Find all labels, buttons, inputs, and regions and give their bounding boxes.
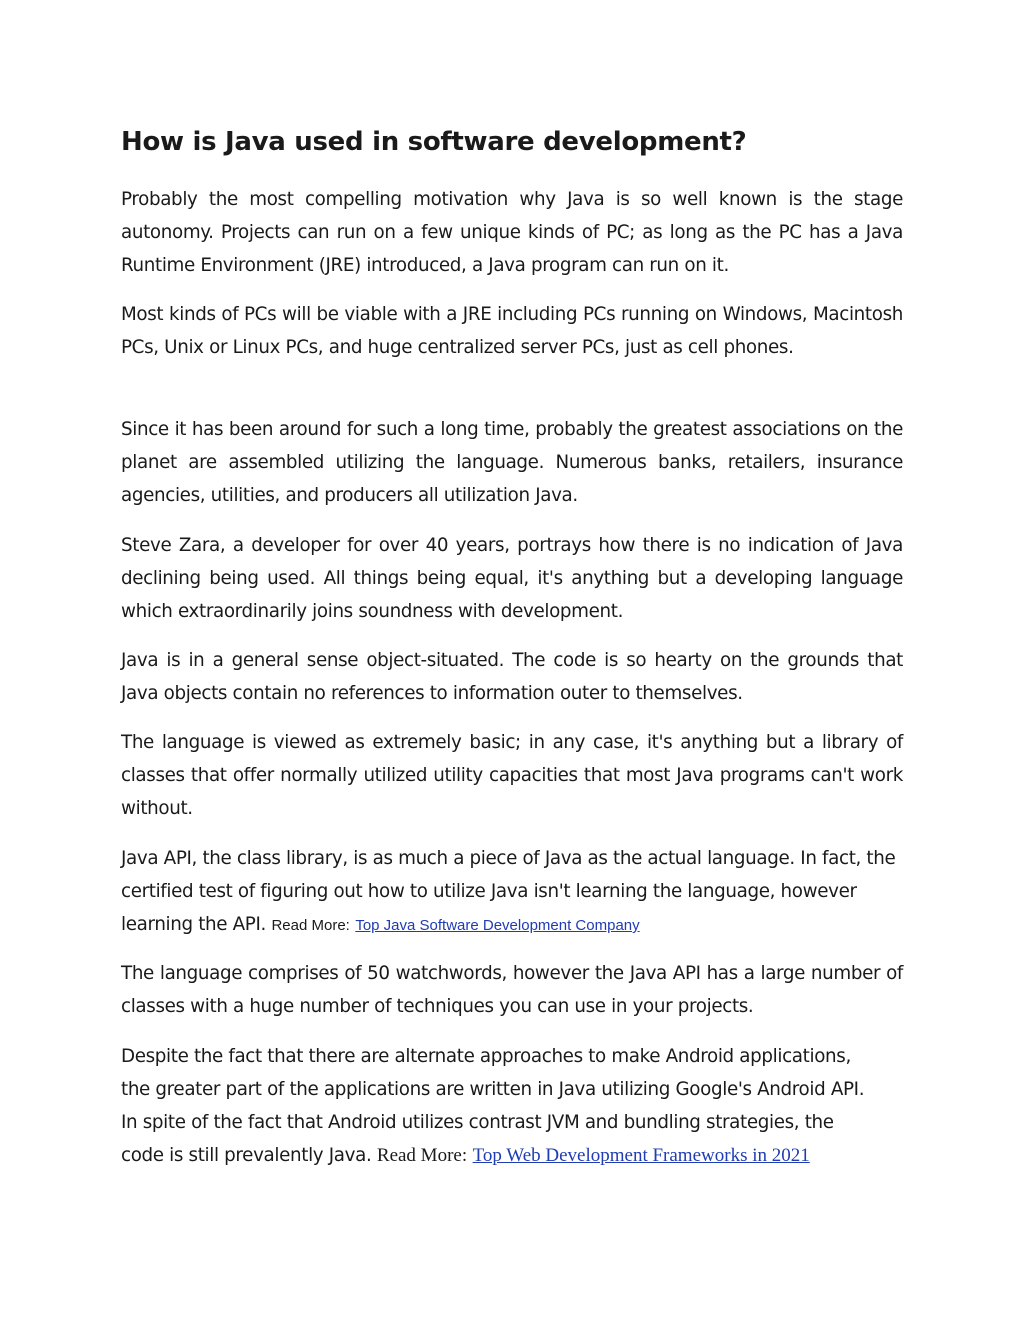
paragraph-4: Steve Zara, a developer for over 40 years, portrays how there is no indication of Java declining being used. All things being equal, it's anything but a developing language which extraordinarily joins soundness with development. — [121, 535, 903, 622]
read-more-label-2: Read More: — [376, 1145, 468, 1166]
paragraph-7-text: Java API, the class library, is as much a piece of Java as the actual language. In fact, the certified test of figuring out how to utilize Java isn't learning the language, however learning the API. — [121, 848, 896, 935]
paragraph-3: Since it has been around for such a long time, probably the greatest associations on the planet are assembled utilizing the language. Numerous banks, retailers, insurance agencies, utilities, and producers all utilization Java. — [121, 419, 903, 506]
paragraph-6: The language is viewed as extremely basic; in any case, it's anything but a library of classes that offer normally utilized utility capacities that most Java programs can't work without. — [121, 732, 903, 819]
paragraph-8: The language comprises of 50 watchwords, however the Java API has a large number of classes with a huge number of techniques you can use in your projects. — [121, 963, 903, 1017]
read-more-label-1: Read More: — [271, 917, 350, 934]
page-title: How is Java used in software development? — [121, 127, 747, 157]
read-more-link-1[interactable]: Top Java Software Development Company — [355, 917, 640, 934]
read-more-link-2[interactable]: Top Web Development Frameworks in 2021 — [472, 1145, 810, 1166]
paragraph-9-text: Despite the fact that there are alternate approaches to make Android applications, the greater part of the applications are written in Java utilizing Google's Android API. In spite of the fact that Android utilizes contrast JVM and bundling strategies, the code is still prevalently Java. — [121, 1046, 865, 1166]
paragraph-7 — [121, 842, 903, 942]
paragraph-5: Java is in a general sense object-situated. The code is so hearty on the grounds that Java objects contain no references to information outer to themselves. — [121, 650, 903, 704]
paragraph-2: Most kinds of PCs will be viable with a JRE including PCs running on Windows, Macintosh PCs, Unix or Linux PCs, and huge centralized server PCs, just as cell phones. — [121, 304, 903, 358]
paragraph-1: Probably the most compelling motivation why Java is so well known is the stage autonomy. Projects can run on a few unique kinds of PC; as long as the PC has a Java Runtime Environment (JRE) introduced, a Java program can run on it. — [121, 189, 903, 276]
paragraph-9 — [121, 1040, 881, 1172]
